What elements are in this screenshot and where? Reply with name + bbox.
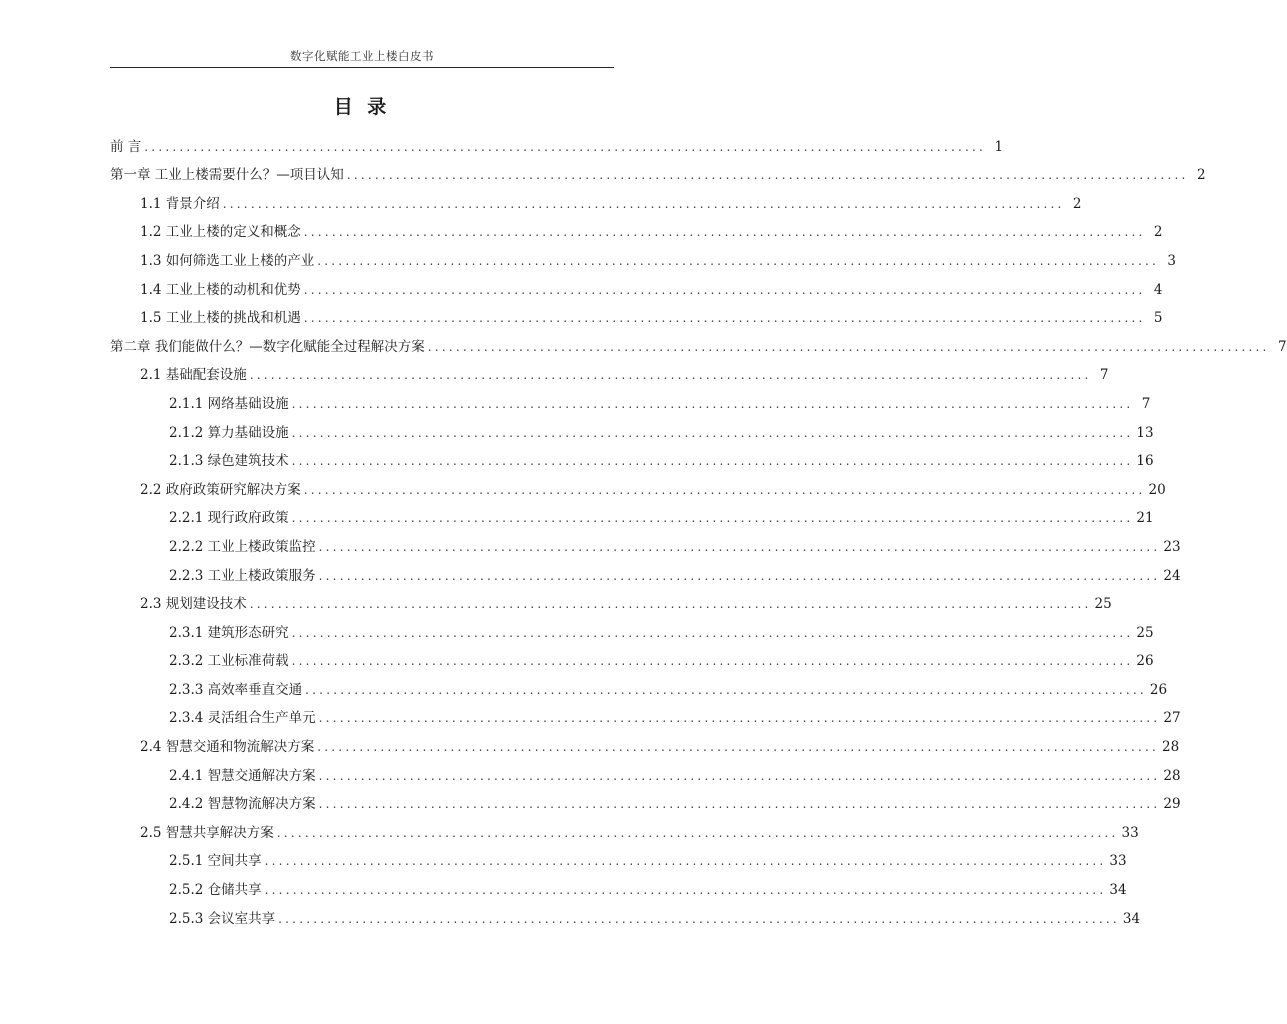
toc-entry[interactable]	[110, 898, 1141, 927]
dot-leader: ........................................................................................................................	[303, 482, 1146, 497]
dot-leader: ........................................................................................................................	[291, 454, 1134, 469]
toc-entry[interactable]	[110, 726, 1180, 756]
toc-entry-page-number: 2	[1153, 224, 1163, 241]
toc-entry-page-number: 28	[1162, 739, 1180, 756]
toc-entry-label: 2.3.2 工业标准荷载	[169, 653, 289, 670]
toc-entry[interactable]	[110, 155, 1206, 184]
running-header: 数字化赋能工业上楼白皮书	[290, 49, 434, 63]
toc-entry[interactable]	[110, 269, 1163, 298]
dot-leader: ........................................................................................................................	[303, 282, 1146, 297]
toc-entry-page-number: 1	[994, 138, 1004, 155]
dot-leader: ........................................................................................................................	[318, 568, 1161, 583]
toc-entry-label: 2.5 智慧共享解决方案	[140, 824, 274, 841]
toc-entry-label: 2.4.2 智慧物流解决方案	[169, 796, 316, 813]
dot-leader: ........................................................................................................................	[303, 311, 1146, 326]
toc-entry-page-number: 7	[1141, 395, 1151, 412]
toc-entry-label: 2.2.3 工业上楼政策服务	[169, 567, 316, 584]
toc-entry-label: 1.5 工业上楼的挑战和机遇	[140, 310, 301, 327]
dot-leader: ........................................................................................................................	[249, 597, 1092, 612]
toc-entry-page-number: 25	[1094, 596, 1112, 613]
dot-leader: ........................................................................................................................	[291, 511, 1134, 526]
toc-entry[interactable]	[110, 498, 1154, 527]
toc-entry-label: 2.5.1 空间共享	[169, 853, 262, 870]
toc-entry-page-number: 34	[1109, 882, 1127, 899]
toc-entry-label: 第一章 工业上楼需要什么？—项目认知	[110, 167, 344, 184]
toc-entry-page-number: 33	[1109, 853, 1127, 870]
toc-entry[interactable]	[110, 641, 1154, 670]
toc-entry-label: 1.3 如何筛选工业上楼的产业	[140, 252, 315, 269]
toc-entry[interactable]	[110, 555, 1181, 584]
toc-entry[interactable]	[110, 126, 1004, 155]
toc-entry-label: 2.1.1 网络基础设施	[169, 395, 289, 412]
dot-leader: ........................................................................................................................	[291, 425, 1134, 440]
toc-entry-page-number: 23	[1163, 538, 1181, 555]
dot-leader: ........................................................................................................................	[276, 825, 1119, 840]
toc-entry-label: 2.3.3 高效率垂直交通	[169, 681, 303, 698]
toc-entry-page-number: 29	[1163, 796, 1181, 813]
toc-entry[interactable]	[110, 212, 1163, 241]
toc-entry[interactable]	[110, 412, 1154, 441]
dot-leader: ........................................................................................................................	[303, 225, 1146, 240]
toc-entry-page-number: 2	[1072, 195, 1082, 212]
toc-entry[interactable]	[110, 526, 1181, 555]
toc-entry-label: 2.3.1 建筑形态研究	[169, 624, 289, 641]
dot-leader: ........................................................................................................................	[318, 539, 1161, 554]
toc-entry[interactable]	[110, 784, 1181, 813]
toc-entry[interactable]	[110, 584, 1112, 613]
toc-entry[interactable]	[110, 326, 1287, 355]
table-of-contents	[110, 126, 1287, 927]
dot-leader: ........................................................................................................................	[346, 168, 1189, 183]
toc-entry-page-number: 24	[1163, 567, 1181, 584]
toc-entry[interactable]	[110, 240, 1176, 269]
toc-entry[interactable]	[110, 383, 1151, 412]
toc-entry[interactable]	[110, 612, 1154, 641]
toc-entry-page-number: 7	[1099, 367, 1109, 384]
toc-entry-page-number: 16	[1136, 453, 1154, 470]
dot-leader: ........................................................................................................................	[222, 196, 1065, 211]
dot-leader: ........................................................................................................................	[249, 368, 1092, 383]
toc-entry-label: 2.5.3 会议室共享	[169, 910, 276, 927]
toc-entry-label: 2.2.1 现行政府政策	[169, 510, 289, 527]
dot-leader: ........................................................................................................................	[317, 253, 1159, 268]
toc-entry-page-number: 2	[1196, 167, 1206, 184]
toc-entry-page-number: 34	[1122, 910, 1141, 927]
toc-entry-page-number: 26	[1136, 653, 1154, 670]
toc-entry-label: 2.3 规划建设技术	[140, 596, 247, 613]
toc-entry-label: 2.4.1 智慧交通解决方案	[169, 767, 316, 784]
dot-leader: ........................................................................................................................	[264, 883, 1107, 898]
toc-entry[interactable]	[110, 841, 1127, 870]
toc-entry[interactable]	[110, 669, 1168, 698]
toc-entry[interactable]	[110, 183, 1082, 212]
toc-entry[interactable]	[110, 469, 1166, 498]
toc-entry-label: 2.2 政府政策研究解决方案	[140, 481, 301, 498]
toc-entry-label: 1.4 工业上楼的动机和优势	[140, 281, 301, 298]
toc-entry-label: 2.2.2 工业上楼政策监控	[169, 538, 316, 555]
dot-leader: ........................................................................................................................	[427, 339, 1270, 354]
dot-leader: ........................................................................................................................	[318, 768, 1161, 783]
toc-entry-page-number: 5	[1153, 310, 1163, 327]
toc-entry-label: 2.1 基础配套设施	[140, 367, 247, 384]
toc-entry-label: 2.4 智慧交通和物流解决方案	[140, 739, 315, 756]
toc-entry[interactable]	[110, 441, 1154, 470]
dot-leader: ........................................................................................................................	[291, 654, 1134, 669]
toc-entry-label: 1.1 背景介绍	[140, 195, 220, 212]
toc-entry-page-number: 4	[1153, 281, 1163, 298]
toc-entry-label: 1.2 工业上楼的定义和概念	[140, 224, 301, 241]
toc-entry[interactable]	[110, 869, 1127, 899]
dot-leader: ........................................................................................................................	[144, 139, 987, 154]
dot-leader: ........................................................................................................................	[318, 797, 1161, 812]
dot-leader: ........................................................................................................................	[317, 740, 1159, 755]
toc-entry-page-number: 27	[1163, 710, 1181, 727]
toc-entry[interactable]	[110, 698, 1181, 727]
toc-entry[interactable]	[110, 355, 1109, 384]
toc-entry-label: 2.5.2 仓储共享	[169, 882, 262, 899]
toc-entry-label: 2.3.4 灵活组合生产单元	[169, 710, 316, 727]
dot-leader: ........................................................................................................................	[278, 911, 1120, 926]
toc-entry-page-number: 20	[1148, 481, 1166, 498]
toc-entry-page-number: 3	[1167, 252, 1176, 269]
dot-leader: ........................................................................................................................	[291, 625, 1134, 640]
dot-leader: ........................................................................................................................	[291, 396, 1134, 411]
toc-entry-page-number: 7	[1277, 338, 1287, 355]
toc-entry-label: 第二章 我们能做什么？—数字化赋能全过程解决方案	[110, 338, 425, 355]
toc-entry[interactable]	[110, 298, 1163, 327]
toc-entry[interactable]	[110, 755, 1181, 784]
toc-title: 目 录	[333, 96, 391, 118]
toc-entry-label: 2.1.2 算力基础设施	[169, 424, 289, 441]
toc-entry-page-number: 13	[1136, 424, 1154, 441]
dot-leader: ........................................................................................................................	[264, 854, 1107, 869]
dot-leader: ........................................................................................................................	[305, 682, 1147, 697]
toc-entry-page-number: 21	[1136, 510, 1154, 527]
toc-entry[interactable]	[110, 812, 1139, 841]
header-rule	[110, 67, 614, 68]
toc-entry-page-number: 26	[1149, 681, 1168, 698]
toc-entry-page-number: 33	[1121, 824, 1139, 841]
toc-entry-label: 前 言	[110, 138, 142, 155]
toc-entry-page-number: 25	[1136, 624, 1154, 641]
dot-leader: ........................................................................................................................	[318, 711, 1161, 726]
toc-entry-page-number: 28	[1163, 767, 1181, 784]
toc-entry-label: 2.1.3 绿色建筑技术	[169, 453, 289, 470]
